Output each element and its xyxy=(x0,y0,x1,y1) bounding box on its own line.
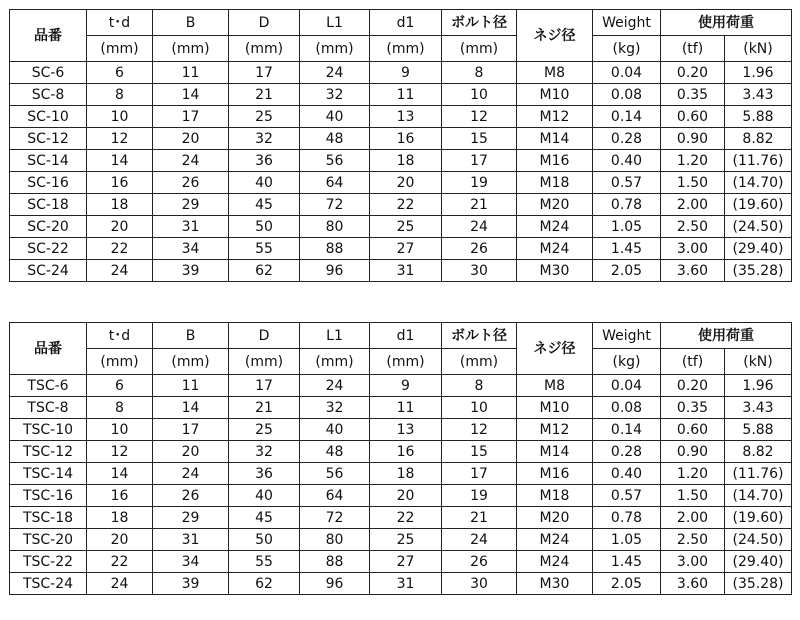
cell-load-tf: 1.50 xyxy=(661,485,725,507)
cell-td: 24 xyxy=(87,260,153,282)
unit-td: (mm) xyxy=(87,36,153,62)
cell-load-kn: 5.88 xyxy=(725,419,792,441)
cell-weight: 0.57 xyxy=(593,172,661,194)
cell-part-no: TSC-24 xyxy=(10,573,87,595)
cell-part-no: TSC-12 xyxy=(10,441,87,463)
table-row xyxy=(10,216,792,238)
cell-d1: 25 xyxy=(370,216,442,238)
cell-weight: 0.04 xyxy=(593,62,661,84)
cell-load-kn: (14.70) xyxy=(725,485,792,507)
cell-l1: 72 xyxy=(300,507,370,529)
cell-l1: 56 xyxy=(300,463,370,485)
cell-bolt-diameter: 10 xyxy=(442,397,517,419)
header-row-2 xyxy=(10,36,792,62)
cell-load-tf: 3.00 xyxy=(661,238,725,260)
cell-part-no: SC-14 xyxy=(10,150,87,172)
cell-l1: 56 xyxy=(300,150,370,172)
cell-load-kn: 3.43 xyxy=(725,397,792,419)
unit-b: (mm) xyxy=(153,349,229,375)
cell-load-kn: (14.70) xyxy=(725,172,792,194)
cell-td: 8 xyxy=(87,84,153,106)
cell-l1: 96 xyxy=(300,260,370,282)
cell-thread-diameter: M16 xyxy=(517,463,593,485)
cell-thread-diameter: M10 xyxy=(517,84,593,106)
cell-d1: 11 xyxy=(370,84,442,106)
cell-load-kn: 8.82 xyxy=(725,128,792,150)
cell-load-tf: 3.60 xyxy=(661,260,725,282)
header-b: B xyxy=(153,323,229,349)
table-row xyxy=(10,172,792,194)
cell-td: 8 xyxy=(87,397,153,419)
cell-l1: 24 xyxy=(300,62,370,84)
cell-td: 14 xyxy=(87,463,153,485)
cell-load-tf: 0.35 xyxy=(661,84,725,106)
unit-d1: (mm) xyxy=(370,36,442,62)
cell-weight: 1.45 xyxy=(593,551,661,573)
cell-load-kn: (24.50) xyxy=(725,529,792,551)
cell-td: 22 xyxy=(87,551,153,573)
cell-bolt-diameter: 12 xyxy=(442,106,517,128)
cell-bolt-diameter: 8 xyxy=(442,62,517,84)
cell-part-no: TSC-6 xyxy=(10,375,87,397)
cell-l1: 24 xyxy=(300,375,370,397)
cell-td: 12 xyxy=(87,441,153,463)
cell-part-no: SC-8 xyxy=(10,84,87,106)
cell-thread-diameter: M18 xyxy=(517,172,593,194)
cell-d: 55 xyxy=(229,238,300,260)
cell-thread-diameter: M30 xyxy=(517,573,593,595)
cell-thread-diameter: M24 xyxy=(517,551,593,573)
table-row xyxy=(10,419,792,441)
cell-l1: 48 xyxy=(300,441,370,463)
cell-load-kn: 5.88 xyxy=(725,106,792,128)
cell-b: 20 xyxy=(153,441,229,463)
cell-part-no: TSC-22 xyxy=(10,551,87,573)
cell-td: 16 xyxy=(87,172,153,194)
cell-load-tf: 0.60 xyxy=(661,106,725,128)
unit-bolt: (mm) xyxy=(442,36,517,62)
spec-table-tsc xyxy=(9,322,792,595)
cell-b: 14 xyxy=(153,84,229,106)
cell-b: 26 xyxy=(153,172,229,194)
header-d1: d1 xyxy=(370,10,442,36)
cell-l1: 64 xyxy=(300,485,370,507)
unit-l1: (mm) xyxy=(300,349,370,375)
cell-weight: 0.08 xyxy=(593,84,661,106)
table-row xyxy=(10,397,792,419)
cell-b: 39 xyxy=(153,260,229,282)
cell-part-no: TSC-8 xyxy=(10,397,87,419)
cell-td: 10 xyxy=(87,106,153,128)
cell-d: 45 xyxy=(229,507,300,529)
cell-part-no: TSC-16 xyxy=(10,485,87,507)
cell-b: 29 xyxy=(153,194,229,216)
cell-d1: 16 xyxy=(370,441,442,463)
cell-l1: 32 xyxy=(300,84,370,106)
cell-load-tf: 0.20 xyxy=(661,375,725,397)
sc-header xyxy=(10,10,792,62)
cell-d: 21 xyxy=(229,397,300,419)
cell-thread-diameter: M8 xyxy=(517,62,593,84)
header-part-no: 品番 xyxy=(10,323,87,375)
cell-b: 17 xyxy=(153,106,229,128)
cell-td: 16 xyxy=(87,485,153,507)
cell-load-kn: (35.28) xyxy=(725,573,792,595)
cell-td: 18 xyxy=(87,194,153,216)
cell-part-no: SC-24 xyxy=(10,260,87,282)
cell-thread-diameter: M10 xyxy=(517,397,593,419)
cell-l1: 40 xyxy=(300,106,370,128)
cell-d: 36 xyxy=(229,463,300,485)
cell-td: 20 xyxy=(87,216,153,238)
cell-load-kn: (19.60) xyxy=(725,194,792,216)
cell-load-kn: (29.40) xyxy=(725,238,792,260)
unit-bolt: (mm) xyxy=(442,349,517,375)
cell-load-tf: 0.20 xyxy=(661,62,725,84)
table-row xyxy=(10,375,792,397)
cell-l1: 40 xyxy=(300,419,370,441)
cell-load-tf: 3.00 xyxy=(661,551,725,573)
cell-bolt-diameter: 12 xyxy=(442,419,517,441)
cell-td: 10 xyxy=(87,419,153,441)
cell-weight: 1.45 xyxy=(593,238,661,260)
cell-bolt-diameter: 10 xyxy=(442,84,517,106)
cell-b: 29 xyxy=(153,507,229,529)
cell-part-no: TSC-18 xyxy=(10,507,87,529)
cell-part-no: TSC-20 xyxy=(10,529,87,551)
header-d: D xyxy=(229,323,300,349)
cell-d: 50 xyxy=(229,529,300,551)
cell-d1: 27 xyxy=(370,551,442,573)
cell-thread-diameter: M24 xyxy=(517,529,593,551)
cell-d1: 13 xyxy=(370,106,442,128)
cell-d: 50 xyxy=(229,216,300,238)
cell-b: 39 xyxy=(153,573,229,595)
header-part-no: 品番 xyxy=(10,10,87,62)
header-td: t･d xyxy=(87,10,153,36)
cell-td: 6 xyxy=(87,62,153,84)
cell-d: 25 xyxy=(229,419,300,441)
unit-td: (mm) xyxy=(87,349,153,375)
table-row xyxy=(10,150,792,172)
cell-d: 32 xyxy=(229,128,300,150)
cell-td: 24 xyxy=(87,573,153,595)
cell-bolt-diameter: 15 xyxy=(442,128,517,150)
cell-b: 34 xyxy=(153,238,229,260)
header-working-load: 使用荷重 xyxy=(661,10,792,36)
table-row xyxy=(10,84,792,106)
cell-load-tf: 0.90 xyxy=(661,441,725,463)
cell-b: 17 xyxy=(153,419,229,441)
cell-td: 14 xyxy=(87,150,153,172)
cell-d: 25 xyxy=(229,106,300,128)
table-row xyxy=(10,106,792,128)
cell-b: 11 xyxy=(153,375,229,397)
table-row xyxy=(10,62,792,84)
cell-d1: 31 xyxy=(370,260,442,282)
cell-weight: 0.40 xyxy=(593,150,661,172)
cell-d1: 16 xyxy=(370,128,442,150)
table-row xyxy=(10,260,792,282)
cell-thread-diameter: M14 xyxy=(517,128,593,150)
unit-d1: (mm) xyxy=(370,349,442,375)
cell-thread-diameter: M18 xyxy=(517,485,593,507)
cell-load-kn: 1.96 xyxy=(725,62,792,84)
cell-b: 20 xyxy=(153,128,229,150)
cell-d: 21 xyxy=(229,84,300,106)
cell-load-tf: 2.50 xyxy=(661,529,725,551)
table-row xyxy=(10,441,792,463)
cell-thread-diameter: M24 xyxy=(517,216,593,238)
header-l1: L1 xyxy=(300,10,370,36)
table-row xyxy=(10,529,792,551)
cell-l1: 72 xyxy=(300,194,370,216)
cell-load-tf: 2.00 xyxy=(661,194,725,216)
cell-bolt-diameter: 26 xyxy=(442,551,517,573)
cell-bolt-diameter: 21 xyxy=(442,194,517,216)
cell-bolt-diameter: 15 xyxy=(442,441,517,463)
cell-part-no: SC-6 xyxy=(10,62,87,84)
cell-d: 40 xyxy=(229,485,300,507)
cell-thread-diameter: M8 xyxy=(517,375,593,397)
cell-load-tf: 2.00 xyxy=(661,507,725,529)
unit-d: (mm) xyxy=(229,36,300,62)
unit-kn: (kN) xyxy=(725,36,792,62)
cell-thread-diameter: M20 xyxy=(517,507,593,529)
cell-bolt-diameter: 26 xyxy=(442,238,517,260)
cell-b: 34 xyxy=(153,551,229,573)
cell-td: 12 xyxy=(87,128,153,150)
cell-d: 40 xyxy=(229,172,300,194)
cell-load-kn: (11.76) xyxy=(725,150,792,172)
table-row xyxy=(10,485,792,507)
cell-load-tf: 1.20 xyxy=(661,150,725,172)
cell-weight: 0.14 xyxy=(593,106,661,128)
cell-b: 31 xyxy=(153,216,229,238)
cell-load-kn: (24.50) xyxy=(725,216,792,238)
unit-weight: (kg) xyxy=(593,349,661,375)
cell-d1: 22 xyxy=(370,507,442,529)
header-row-1 xyxy=(10,323,792,349)
cell-bolt-diameter: 24 xyxy=(442,216,517,238)
header-weight: Weight xyxy=(593,323,661,349)
cell-load-tf: 0.90 xyxy=(661,128,725,150)
cell-td: 22 xyxy=(87,238,153,260)
header-row-1 xyxy=(10,10,792,36)
cell-weight: 0.14 xyxy=(593,419,661,441)
header-bolt-diameter: ボルト径 xyxy=(442,10,517,36)
cell-load-tf: 3.60 xyxy=(661,573,725,595)
unit-d: (mm) xyxy=(229,349,300,375)
sc-body xyxy=(10,62,792,282)
cell-bolt-diameter: 8 xyxy=(442,375,517,397)
cell-bolt-diameter: 17 xyxy=(442,463,517,485)
cell-load-kn: (11.76) xyxy=(725,463,792,485)
unit-tf: (tf) xyxy=(661,36,725,62)
table-row xyxy=(10,463,792,485)
cell-l1: 48 xyxy=(300,128,370,150)
cell-d: 55 xyxy=(229,551,300,573)
cell-bolt-diameter: 21 xyxy=(442,507,517,529)
cell-l1: 88 xyxy=(300,551,370,573)
cell-l1: 96 xyxy=(300,573,370,595)
cell-bolt-diameter: 24 xyxy=(442,529,517,551)
cell-d: 62 xyxy=(229,573,300,595)
cell-load-kn: (35.28) xyxy=(725,260,792,282)
cell-d1: 9 xyxy=(370,375,442,397)
cell-td: 20 xyxy=(87,529,153,551)
cell-load-kn: 1.96 xyxy=(725,375,792,397)
cell-d1: 22 xyxy=(370,194,442,216)
header-b: B xyxy=(153,10,229,36)
cell-weight: 0.04 xyxy=(593,375,661,397)
cell-load-kn: 8.82 xyxy=(725,441,792,463)
cell-d: 32 xyxy=(229,441,300,463)
cell-d: 45 xyxy=(229,194,300,216)
cell-d1: 27 xyxy=(370,238,442,260)
cell-part-no: SC-22 xyxy=(10,238,87,260)
cell-thread-diameter: M14 xyxy=(517,441,593,463)
cell-d1: 9 xyxy=(370,62,442,84)
tsc-header xyxy=(10,323,792,375)
cell-part-no: TSC-10 xyxy=(10,419,87,441)
cell-d1: 20 xyxy=(370,172,442,194)
cell-d1: 11 xyxy=(370,397,442,419)
unit-kn: (kN) xyxy=(725,349,792,375)
cell-td: 18 xyxy=(87,507,153,529)
cell-thread-diameter: M20 xyxy=(517,194,593,216)
cell-weight: 1.05 xyxy=(593,216,661,238)
cell-d: 36 xyxy=(229,150,300,172)
header-working-load: 使用荷重 xyxy=(661,323,792,349)
cell-td: 6 xyxy=(87,375,153,397)
cell-bolt-diameter: 30 xyxy=(442,260,517,282)
table-row xyxy=(10,128,792,150)
cell-d: 17 xyxy=(229,375,300,397)
table-row xyxy=(10,573,792,595)
cell-l1: 32 xyxy=(300,397,370,419)
header-d: D xyxy=(229,10,300,36)
cell-weight: 2.05 xyxy=(593,573,661,595)
cell-l1: 88 xyxy=(300,238,370,260)
cell-d1: 25 xyxy=(370,529,442,551)
cell-load-tf: 1.20 xyxy=(661,463,725,485)
unit-weight: (kg) xyxy=(593,36,661,62)
header-thread-diameter: ネジ径 xyxy=(517,10,593,62)
cell-bolt-diameter: 17 xyxy=(442,150,517,172)
header-thread-diameter: ネジ径 xyxy=(517,323,593,375)
cell-bolt-diameter: 30 xyxy=(442,573,517,595)
cell-l1: 80 xyxy=(300,216,370,238)
header-l1: L1 xyxy=(300,323,370,349)
cell-weight: 0.78 xyxy=(593,507,661,529)
cell-weight: 0.28 xyxy=(593,441,661,463)
table-row xyxy=(10,507,792,529)
unit-l1: (mm) xyxy=(300,36,370,62)
cell-load-tf: 0.35 xyxy=(661,397,725,419)
cell-load-kn: (19.60) xyxy=(725,507,792,529)
cell-load-tf: 0.60 xyxy=(661,419,725,441)
cell-weight: 0.78 xyxy=(593,194,661,216)
cell-weight: 0.40 xyxy=(593,463,661,485)
cell-part-no: SC-12 xyxy=(10,128,87,150)
cell-d: 62 xyxy=(229,260,300,282)
cell-l1: 64 xyxy=(300,172,370,194)
cell-d1: 31 xyxy=(370,573,442,595)
cell-bolt-diameter: 19 xyxy=(442,485,517,507)
cell-thread-diameter: M12 xyxy=(517,419,593,441)
cell-part-no: TSC-14 xyxy=(10,463,87,485)
cell-b: 24 xyxy=(153,150,229,172)
cell-b: 14 xyxy=(153,397,229,419)
cell-load-kn: 3.43 xyxy=(725,84,792,106)
cell-b: 11 xyxy=(153,62,229,84)
cell-part-no: SC-16 xyxy=(10,172,87,194)
cell-load-tf: 1.50 xyxy=(661,172,725,194)
cell-weight: 1.05 xyxy=(593,529,661,551)
cell-d: 17 xyxy=(229,62,300,84)
cell-weight: 0.57 xyxy=(593,485,661,507)
cell-d1: 18 xyxy=(370,150,442,172)
cell-load-kn: (29.40) xyxy=(725,551,792,573)
header-row-2 xyxy=(10,349,792,375)
cell-part-no: SC-10 xyxy=(10,106,87,128)
cell-weight: 0.28 xyxy=(593,128,661,150)
cell-b: 31 xyxy=(153,529,229,551)
table-row xyxy=(10,194,792,216)
cell-part-no: SC-18 xyxy=(10,194,87,216)
cell-b: 24 xyxy=(153,463,229,485)
cell-b: 26 xyxy=(153,485,229,507)
cell-thread-diameter: M30 xyxy=(517,260,593,282)
unit-b: (mm) xyxy=(153,36,229,62)
header-bolt-diameter: ボルト径 xyxy=(442,323,517,349)
header-weight: Weight xyxy=(593,10,661,36)
cell-thread-diameter: M16 xyxy=(517,150,593,172)
header-td: t･d xyxy=(87,323,153,349)
cell-part-no: SC-20 xyxy=(10,216,87,238)
cell-d1: 18 xyxy=(370,463,442,485)
cell-d1: 20 xyxy=(370,485,442,507)
cell-d1: 13 xyxy=(370,419,442,441)
cell-weight: 0.08 xyxy=(593,397,661,419)
table-row xyxy=(10,238,792,260)
cell-thread-diameter: M24 xyxy=(517,238,593,260)
cell-l1: 80 xyxy=(300,529,370,551)
spec-table-sc xyxy=(9,9,792,282)
cell-load-tf: 2.50 xyxy=(661,216,725,238)
unit-tf: (tf) xyxy=(661,349,725,375)
tsc-body xyxy=(10,375,792,595)
table-row xyxy=(10,551,792,573)
header-d1: d1 xyxy=(370,323,442,349)
cell-bolt-diameter: 19 xyxy=(442,172,517,194)
cell-weight: 2.05 xyxy=(593,260,661,282)
cell-thread-diameter: M12 xyxy=(517,106,593,128)
